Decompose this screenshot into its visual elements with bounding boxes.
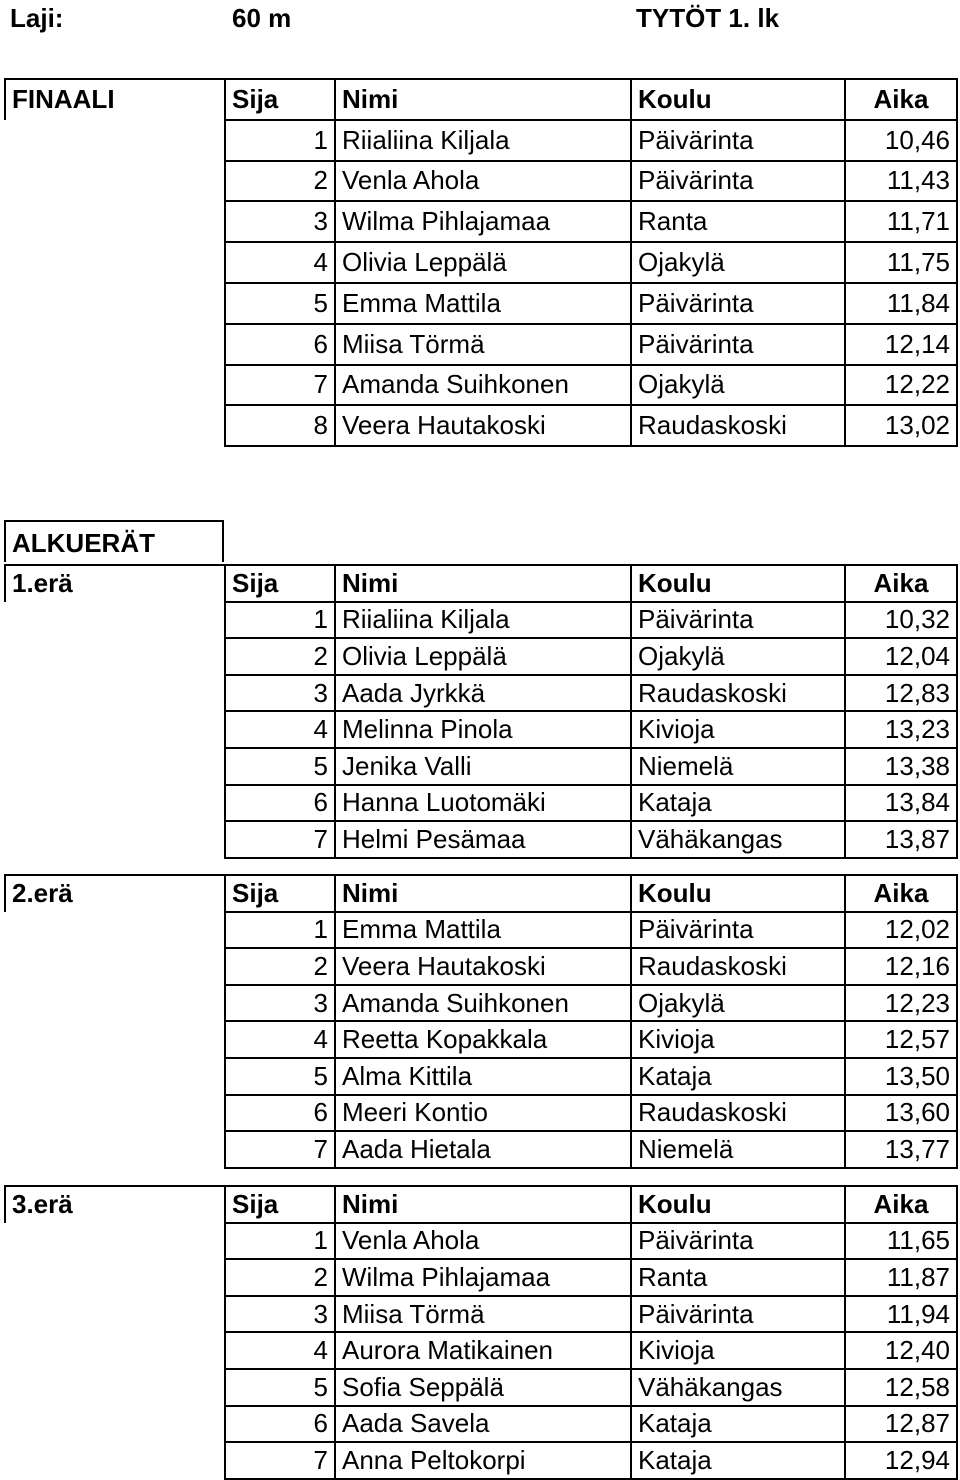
cell-koulu: Päivärinta (631, 1223, 845, 1260)
table-header-row (5, 79, 957, 120)
empty-label-cell (5, 602, 225, 639)
table-row (5, 1223, 957, 1260)
table-row (5, 120, 957, 161)
cell-aika: 13,77 (845, 1131, 957, 1168)
column-header-koulu: Koulu (631, 1186, 845, 1223)
cell-aika: 11,65 (845, 1223, 957, 1260)
table-row (5, 1406, 957, 1443)
cell-nimi: Veera Hautakoski (335, 948, 631, 985)
empty-label-cell (5, 1369, 225, 1406)
cell-nimi: Miisa Törmä (335, 324, 631, 365)
cell-nimi: Aada Savela (335, 1406, 631, 1443)
empty-label-cell (5, 675, 225, 712)
cell-koulu: Päivärinta (631, 120, 845, 161)
empty-label-cell (5, 1406, 225, 1443)
table-row (5, 602, 957, 639)
cell-koulu: Kivioja (631, 1332, 845, 1369)
table-row (5, 405, 957, 446)
table-row (5, 675, 957, 712)
empty-label-cell (5, 985, 225, 1022)
table-row (5, 985, 957, 1022)
cell-aika: 12,58 (845, 1369, 957, 1406)
cell-koulu: Raudaskoski (631, 948, 845, 985)
cell-aika: 12,94 (845, 1442, 957, 1479)
cell-koulu: Päivärinta (631, 602, 845, 639)
table-header-row (5, 875, 957, 912)
cell-nimi: Alma Kittila (335, 1058, 631, 1095)
cell-koulu: Ojakylä (631, 985, 845, 1022)
cell-koulu: Päivärinta (631, 912, 845, 949)
cell-nimi: Hanna Luotomäki (335, 785, 631, 822)
section-label: FINAALI (5, 79, 225, 120)
cell-nimi: Wilma Pihlajamaa (335, 1259, 631, 1296)
cell-aika: 12,22 (845, 365, 957, 406)
empty-label-cell (5, 1259, 225, 1296)
cell-koulu: Raudaskoski (631, 1095, 845, 1132)
empty-label-cell (5, 948, 225, 985)
table-row (5, 748, 957, 785)
cell-sija: 3 (225, 201, 335, 242)
cell-nimi: Venla Ahola (335, 161, 631, 202)
column-header-koulu: Koulu (631, 565, 845, 602)
cell-sija: 7 (225, 821, 335, 858)
empty-label-cell (5, 161, 225, 202)
cell-aika: 12,87 (845, 1406, 957, 1443)
cell-sija: 5 (225, 1369, 335, 1406)
empty-label-cell (5, 711, 225, 748)
cell-aika: 13,23 (845, 711, 957, 748)
column-header-koulu: Koulu (631, 79, 845, 120)
cell-aika: 11,71 (845, 201, 957, 242)
table-row (5, 1021, 957, 1058)
cell-nimi: Jenika Valli (335, 748, 631, 785)
cell-nimi: Aada Hietala (335, 1131, 631, 1168)
section-label: 3.erä (5, 1186, 225, 1223)
table-row (5, 1442, 957, 1479)
cell-nimi: Anna Peltokorpi (335, 1442, 631, 1479)
cell-sija: 2 (225, 638, 335, 675)
cell-aika: 13,38 (845, 748, 957, 785)
cell-koulu: Ojakylä (631, 365, 845, 406)
cell-sija: 4 (225, 711, 335, 748)
cell-koulu: Ranta (631, 1259, 845, 1296)
empty-label-cell (5, 1442, 225, 1479)
empty-label-cell (5, 1058, 225, 1095)
column-header-nimi: Nimi (335, 79, 631, 120)
cell-aika: 13,02 (845, 405, 957, 446)
cell-aika: 12,40 (845, 1332, 957, 1369)
empty-label-cell (5, 912, 225, 949)
empty-label-cell (5, 1296, 225, 1333)
cell-nimi: Olivia Leppälä (335, 638, 631, 675)
empty-label-cell (5, 785, 225, 822)
empty-label-cell (5, 324, 225, 365)
empty-label-cell (5, 1332, 225, 1369)
empty-label-cell (5, 283, 225, 324)
table-row (5, 365, 957, 406)
section-label: 2.erä (5, 875, 225, 912)
cell-sija: 4 (225, 1332, 335, 1369)
cell-nimi: Amanda Suihkonen (335, 365, 631, 406)
cell-sija: 3 (225, 675, 335, 712)
event-name: 60 m (232, 3, 292, 33)
cell-nimi: Riialiina Kiljala (335, 120, 631, 161)
empty-label-cell (5, 120, 225, 161)
cell-koulu: Niemelä (631, 1131, 845, 1168)
cell-nimi: Helmi Pesämaa (335, 821, 631, 858)
cell-nimi: Reetta Kopakkala (335, 1021, 631, 1058)
cell-aika: 12,57 (845, 1021, 957, 1058)
cell-sija: 1 (225, 120, 335, 161)
cell-sija: 8 (225, 405, 335, 446)
cell-sija: 2 (225, 948, 335, 985)
cell-sija: 6 (225, 324, 335, 365)
cell-aika: 11,94 (845, 1296, 957, 1333)
table-row (5, 324, 957, 365)
cell-aika: 12,02 (845, 912, 957, 949)
cell-sija: 5 (225, 1058, 335, 1095)
cell-koulu: Kataja (631, 1058, 845, 1095)
cell-aika: 13,60 (845, 1095, 957, 1132)
table-header-row (5, 565, 957, 602)
cell-koulu: Vähäkangas (631, 1369, 845, 1406)
cell-nimi: Wilma Pihlajamaa (335, 201, 631, 242)
category-name: TYTÖT 1. lk (636, 3, 780, 33)
cell-koulu: Ranta (631, 201, 845, 242)
cell-koulu: Vähäkangas (631, 821, 845, 858)
table-row (5, 1058, 957, 1095)
finaali-table (4, 78, 958, 447)
table-row (5, 711, 957, 748)
cell-aika: 13,84 (845, 785, 957, 822)
cell-aika: 11,43 (845, 161, 957, 202)
cell-koulu: Kivioja (631, 711, 845, 748)
cell-nimi: Emma Mattila (335, 912, 631, 949)
cell-koulu: Päivärinta (631, 1296, 845, 1333)
cell-koulu: Kataja (631, 1442, 845, 1479)
cell-sija: 5 (225, 748, 335, 785)
cell-nimi: Meeri Kontio (335, 1095, 631, 1132)
cell-aika: 12,23 (845, 985, 957, 1022)
cell-aika: 11,84 (845, 283, 957, 324)
cell-nimi: Aada Jyrkkä (335, 675, 631, 712)
cell-sija: 1 (225, 912, 335, 949)
empty-label-cell (5, 242, 225, 283)
cell-koulu: Päivärinta (631, 161, 845, 202)
cell-koulu: Raudaskoski (631, 675, 845, 712)
empty-label-cell (5, 1223, 225, 1260)
cell-sija: 6 (225, 785, 335, 822)
column-header-nimi: Nimi (335, 565, 631, 602)
cell-nimi: Aurora Matikainen (335, 1332, 631, 1369)
cell-koulu: Päivärinta (631, 324, 845, 365)
cell-aika: 12,83 (845, 675, 957, 712)
column-header-aika: Aika (845, 565, 957, 602)
heat-3-table (4, 1185, 958, 1480)
cell-koulu: Raudaskoski (631, 405, 845, 446)
alkuerat-label: ALKUERÄT (4, 520, 224, 562)
empty-label-cell (5, 405, 225, 446)
table-row (5, 1095, 957, 1132)
laji-label: Laji: (10, 3, 64, 33)
cell-aika: 12,14 (845, 324, 957, 365)
table-row (5, 638, 957, 675)
table-row (5, 283, 957, 324)
empty-label-cell (5, 201, 225, 242)
column-header-aika: Aika (845, 1186, 957, 1223)
heat-1-table (4, 564, 958, 859)
cell-sija: 2 (225, 161, 335, 202)
cell-sija: 3 (225, 1296, 335, 1333)
table-row (5, 1369, 957, 1406)
cell-koulu: Ojakylä (631, 242, 845, 283)
section-label: 1.erä (5, 565, 225, 602)
table-row (5, 948, 957, 985)
cell-sija: 3 (225, 985, 335, 1022)
cell-nimi: Sofia Seppälä (335, 1369, 631, 1406)
empty-label-cell (5, 638, 225, 675)
cell-sija: 6 (225, 1095, 335, 1132)
cell-sija: 1 (225, 1223, 335, 1260)
table-header-row (5, 1186, 957, 1223)
table-row (5, 201, 957, 242)
column-header-aika: Aika (845, 79, 957, 120)
cell-koulu: Kivioja (631, 1021, 845, 1058)
cell-nimi: Amanda Suihkonen (335, 985, 631, 1022)
cell-nimi: Miisa Törmä (335, 1296, 631, 1333)
table-row (5, 1332, 957, 1369)
cell-aika: 11,87 (845, 1259, 957, 1296)
cell-sija: 4 (225, 242, 335, 283)
column-header-nimi: Nimi (335, 875, 631, 912)
cell-aika: 12,04 (845, 638, 957, 675)
table-row (5, 1131, 957, 1168)
cell-sija: 7 (225, 1131, 335, 1168)
cell-nimi: Olivia Leppälä (335, 242, 631, 283)
column-header-nimi: Nimi (335, 1186, 631, 1223)
table-row (5, 785, 957, 822)
column-header-sija: Sija (225, 79, 335, 120)
cell-nimi: Melinna Pinola (335, 711, 631, 748)
column-header-aika: Aika (845, 875, 957, 912)
cell-aika: 12,16 (845, 948, 957, 985)
cell-koulu: Kataja (631, 1406, 845, 1443)
table-row (5, 161, 957, 202)
empty-label-cell (5, 821, 225, 858)
cell-koulu: Päivärinta (631, 283, 845, 324)
cell-nimi: Riialiina Kiljala (335, 602, 631, 639)
cell-koulu: Niemelä (631, 748, 845, 785)
column-header-sija: Sija (225, 875, 335, 912)
cell-aika: 13,87 (845, 821, 957, 858)
cell-sija: 4 (225, 1021, 335, 1058)
empty-label-cell (5, 1095, 225, 1132)
heat-2-table (4, 874, 958, 1169)
cell-sija: 2 (225, 1259, 335, 1296)
cell-nimi: Emma Mattila (335, 283, 631, 324)
empty-label-cell (5, 1021, 225, 1058)
cell-aika: 13,50 (845, 1058, 957, 1095)
cell-nimi: Veera Hautakoski (335, 405, 631, 446)
column-header-sija: Sija (225, 1186, 335, 1223)
empty-label-cell (5, 748, 225, 785)
cell-nimi: Venla Ahola (335, 1223, 631, 1260)
column-header-sija: Sija (225, 565, 335, 602)
cell-koulu: Ojakylä (631, 638, 845, 675)
table-row (5, 1259, 957, 1296)
table-row (5, 821, 957, 858)
table-row (5, 1296, 957, 1333)
cell-sija: 7 (225, 1442, 335, 1479)
cell-koulu: Kataja (631, 785, 845, 822)
cell-aika: 11,75 (845, 242, 957, 283)
empty-label-cell (5, 1131, 225, 1168)
table-row (5, 912, 957, 949)
cell-aika: 10,46 (845, 120, 957, 161)
table-row (5, 242, 957, 283)
cell-aika: 10,32 (845, 602, 957, 639)
cell-sija: 1 (225, 602, 335, 639)
cell-sija: 5 (225, 283, 335, 324)
cell-sija: 6 (225, 1406, 335, 1443)
column-header-koulu: Koulu (631, 875, 845, 912)
empty-label-cell (5, 365, 225, 406)
cell-sija: 7 (225, 365, 335, 406)
